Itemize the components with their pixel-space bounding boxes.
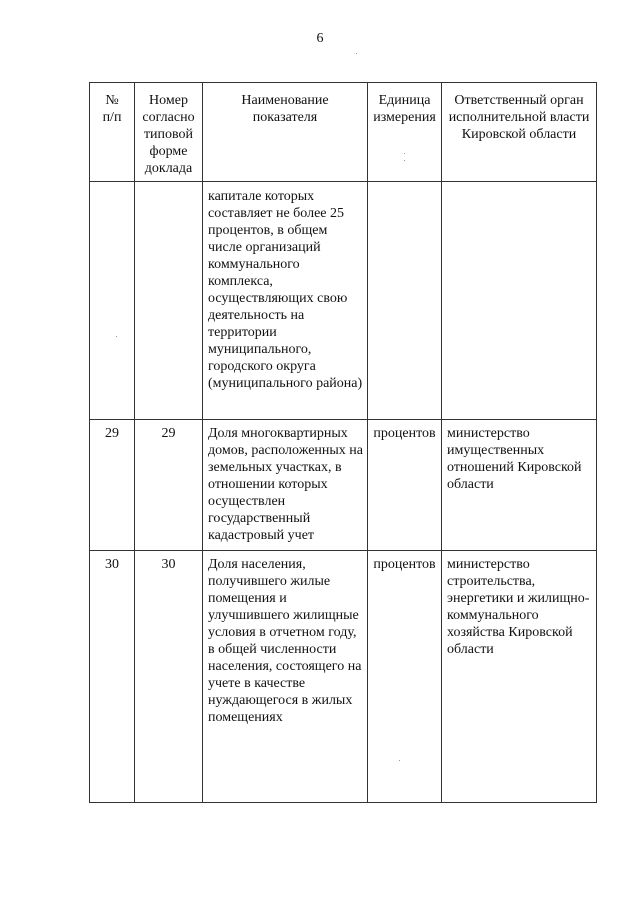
row-unit-cell <box>368 182 442 420</box>
table-row <box>90 182 597 420</box>
row-form: 29 <box>161 426 176 441</box>
header-form-label: Номер согласно типовой форме доклада <box>142 93 195 176</box>
row-org: министерство строительства, энергетики и жилищно-коммунального хозяйства Кировской области <box>447 557 590 657</box>
header-unit <box>368 83 442 182</box>
scan-speck <box>404 160 405 161</box>
row-num: 30 <box>105 557 119 572</box>
scan-speck <box>356 53 357 54</box>
page-number: 6 <box>316 31 324 46</box>
row-form <box>135 182 202 187</box>
header-name <box>203 83 368 182</box>
row-num-cell <box>90 420 135 551</box>
row-form-cell <box>135 551 203 803</box>
header-org <box>442 83 597 182</box>
scan-speck <box>116 336 117 337</box>
header-num-label: № п/п <box>102 93 122 125</box>
header-num <box>90 83 135 182</box>
row-form: 30 <box>161 557 176 572</box>
row-num-cell <box>90 551 135 803</box>
row-unit-cell <box>368 551 442 803</box>
row-form-cell <box>135 420 203 551</box>
row-org <box>442 182 596 187</box>
row-org-cell <box>442 182 597 420</box>
row-unit <box>368 182 441 187</box>
header-name-label: Наименование показателя <box>241 93 329 125</box>
scan-speck <box>404 153 405 154</box>
row-name-cell <box>203 551 368 803</box>
row-org: министерство имущественных отношений Кировской области <box>447 426 582 492</box>
row-num: 29 <box>105 426 119 441</box>
row-num <box>90 182 134 187</box>
indicators-table <box>89 82 597 803</box>
header-org-label: Ответственный орган исполнительной власти Кировской области <box>448 93 590 142</box>
row-unit: процентов <box>373 426 436 441</box>
row-org-cell <box>442 420 597 551</box>
row-name: Доля многоквартирных домов, расположенных на земельных участках, в отношении которых осуществлен государственный кадастровый учет <box>208 426 363 543</box>
table-row <box>90 420 597 551</box>
row-num-cell <box>90 182 135 420</box>
table-row <box>90 551 597 803</box>
row-org-cell <box>442 551 597 803</box>
header-unit-label: Единица измерения <box>373 93 436 125</box>
row-name-cell <box>203 420 368 551</box>
row-form-cell <box>135 182 203 420</box>
row-unit-cell <box>368 420 442 551</box>
header-form <box>135 83 203 182</box>
row-name: капитале которых составляет не более 25 процентов, в общем числе организаций коммунального комплекса, осуществляющих свою деятельность на территории муниципального, городского округа (муниципального района) <box>208 189 363 391</box>
row-name-cell <box>203 182 368 420</box>
scan-speck <box>399 760 400 761</box>
row-name: Доля населения, получившего жилые помещения и улучшившего жилищные условия в отчетном году, в общей численности населения, состоящего на учете в качестве нуждающегося в жилых помещениях <box>208 557 362 725</box>
row-unit: процентов <box>373 557 436 572</box>
table-header-row <box>90 83 597 182</box>
